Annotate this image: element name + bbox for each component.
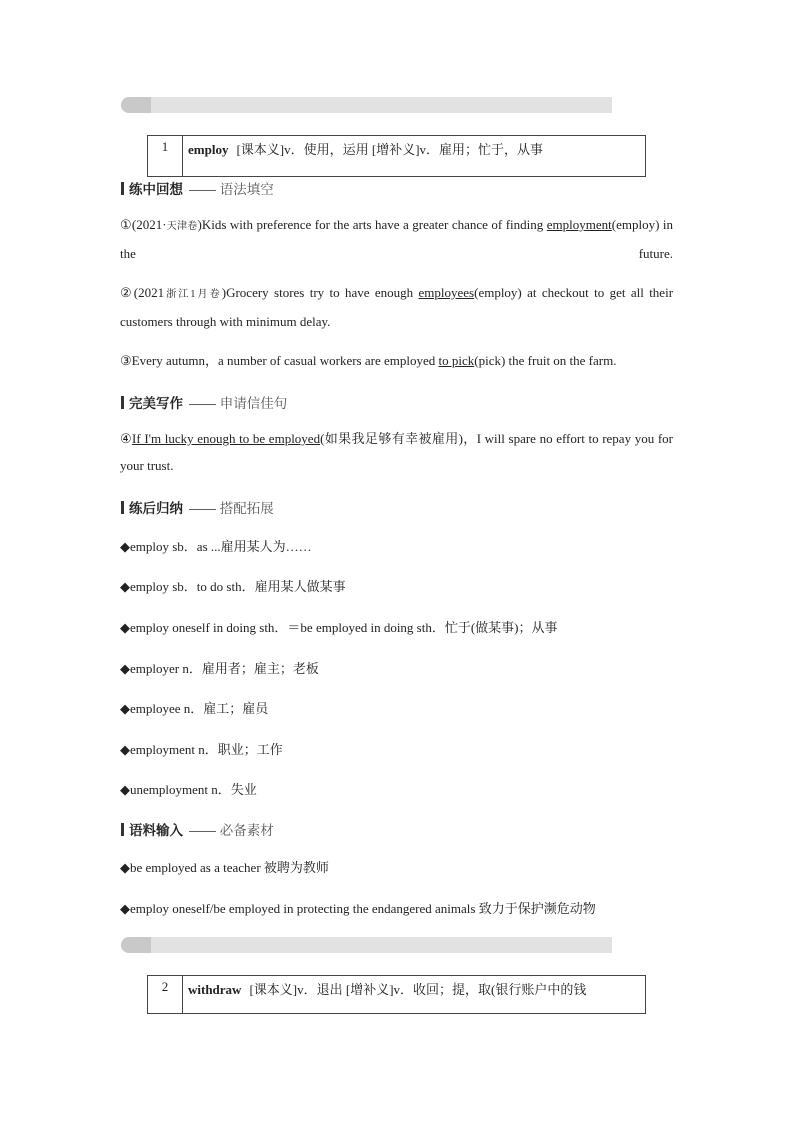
list-item: ◆employment n．职业；工作: [120, 742, 283, 757]
section-header-bar: [121, 937, 612, 953]
answer: employment: [546, 217, 612, 232]
headword: employ: [188, 142, 229, 157]
answer: If I'm lucky enough to be employed: [132, 431, 321, 446]
exercise-1: ①(2021·天津卷)Kids with preference for the arts have a greater chance of finding employment(employ) in the future.: [120, 217, 674, 261]
summary-heading: 练后归纳 —— 搭配拓展: [121, 497, 274, 517]
list-item: ◆employ sb．as ...雇用某人为……: [120, 539, 312, 554]
answer: to pick: [438, 353, 475, 368]
word-number: 1: [148, 136, 183, 176]
writing-heading: 完美写作 —— 申请信佳句: [121, 392, 287, 412]
word-number: 2: [148, 976, 183, 1013]
practice-heading: 练中回想 —— 语法填空: [121, 178, 274, 198]
exercise-4: ④If I'm lucky enough to be employed(如果我足够有幸被雇用)，I will spare no effort to repay you for your trust.: [120, 431, 673, 473]
list-item: ◆employ sb．to do sth．雇用某人做某事: [120, 579, 346, 594]
list-item: ◆employer n．雇用者；雇主；老板: [120, 661, 319, 676]
list-item: ◆unemployment n．失业: [120, 782, 257, 797]
word-definition: employ [课本义]v．使用，运用 [增补义]v．雇用；忙于，从事: [188, 142, 544, 157]
section-header-bar: [121, 97, 612, 113]
list-item: ◆employ oneself/be employed in protecting the endangered animals 致力于保护濒危动物: [120, 901, 596, 916]
list-item: ◆employee n．雇工；雇员: [120, 701, 269, 716]
input-heading: 语料输入 —— 必备素材: [121, 819, 274, 839]
word-entry-box: [147, 975, 646, 1014]
exercise-2: ②(2021浙江1月卷)Grocery stores try to have enough employees(employ) at checkout to get all their customers through with minimum delay.: [120, 285, 674, 329]
answer: employees: [418, 285, 475, 300]
list-item: ◆employ oneself in doing sth．＝be employed in doing sth．忙于(做某事)；从事: [120, 620, 558, 635]
exercise-3: ③Every autumn，a number of casual workers are employed to pick(pick) the fruit on the farm.: [120, 353, 617, 368]
word-entry-box: [147, 135, 646, 177]
list-item: ◆be employed as a teacher 被聘为教师: [120, 860, 329, 875]
headword: withdraw: [188, 982, 242, 997]
word-definition: withdraw [课本义]v．退出 [增补义]v．收回；提，取(银行账户中的钱: [188, 982, 587, 997]
